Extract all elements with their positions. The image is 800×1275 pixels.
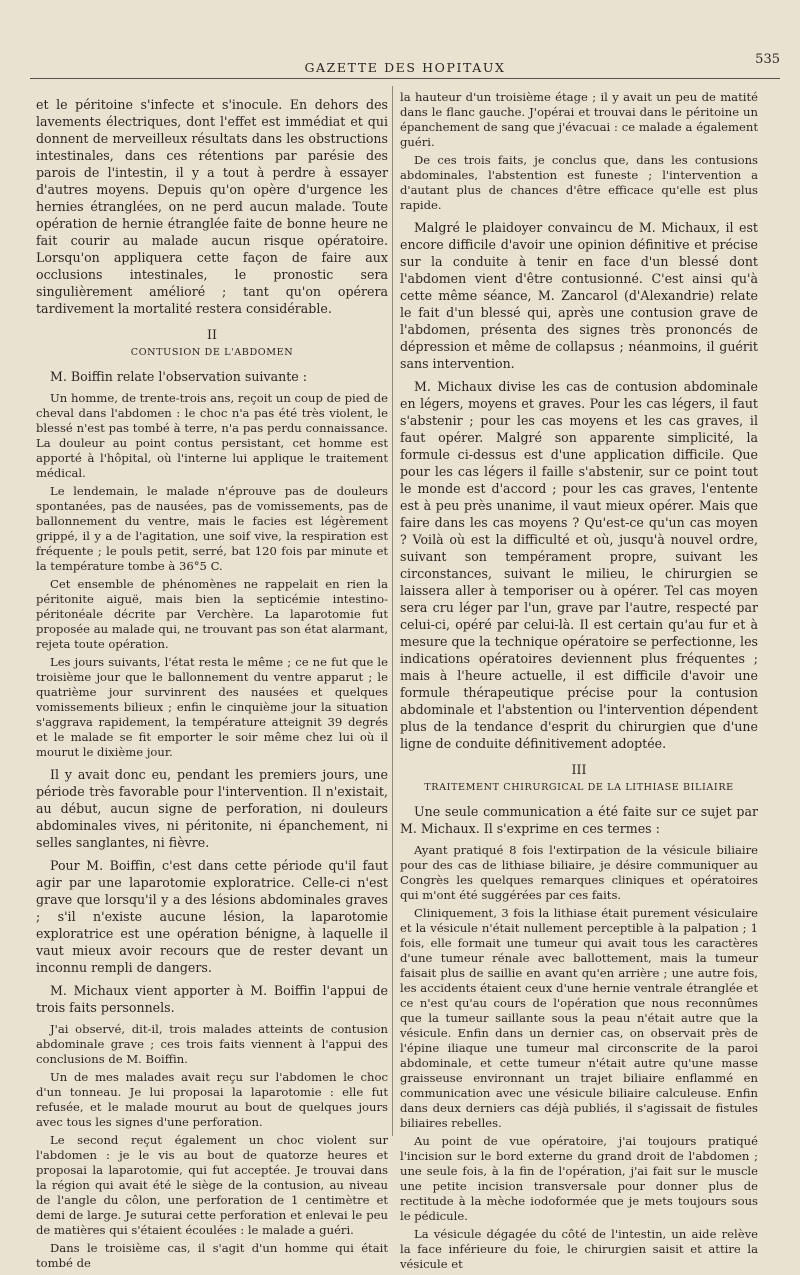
- paragraph: la hauteur d'un troisième étage ; il y avait un peu de matité dans le flanc gauche. J'opérai et trouvai dans le péritoine un épanchement de sang que j'évacuai : ce malade a également guéri.: [400, 90, 758, 149]
- column-divider: [392, 86, 393, 1136]
- paragraph: Un de mes malades avait reçu sur l'abdomen le choc d'un tonneau. Je lui proposai la laparotomie : elle fut refusée, et le malade mourut au bout de quelques jours avec tous les signes d'une perforation.: [36, 1070, 388, 1129]
- paragraph: J'ai observé, dit-il, trois malades atteints de contusion abdominale grave ; ces trois faits viennent à l'appui des conclusions de M. Boiffin.: [36, 1022, 388, 1066]
- paragraph: M. Michaux divise les cas de contusion abdominale en légers, moyens et graves. Pour les cas légers, il faut s'abstenir ; pour les cas moyens et les cas graves, il faut opérer. Malgré son apparente simplicité, la formule ci-dessus est d'une application difficile. Que pour les cas légers il faille s'abstenir, sur ce point tout le monde est d'accord ; pour les cas graves, l'entente est à peu près unanime, il vaut mieux opérer. Mais que faire dans les cas moyens ? Qu'est-ce qu'un cas moyen ? Voilà où est la difficulté et où, jusqu'à nouvel ordre, suivant son tempérament propre, suivant les circonstances, suivant le milieu, le chirurgien se laissera aller à temporiser ou à opérer. Tel cas moyen sera cru léger par l'un, grave par l'autre, respecté par celui-ci, opéré par celui-là. Il est certain qu'au fur et à mesure que la technique opératoire se perfectionne, les indications opératoires deviennent plus fréquentes ; mais à l'heure actuelle, il est difficile d'avoir une formule thérapeutique précise pour la contusion abdominale et l'abstention ou l'intervention dépendent plus de la tendance d'esprit du chirurgien que d'une ligne de conduite définitivement adoptée.: [400, 379, 758, 751]
- section-number: II: [207, 327, 217, 342]
- paragraph: La vésicule dégagée du côté de l'intestin, un aide relève la face inférieure du foie, le chirurgien saisit et attire la vésicule et: [400, 1227, 758, 1271]
- paragraph: Malgré le plaidoyer convaincu de M. Michaux, il est encore difficile d'avoir une opinion définitive et précise sur la conduite à tenir en face d'un blessé dont l'abdomen vient d'être contusionné. C'est ainsi qu'à cette même séance, M. Zancarol (d'Alexandrie) relate le fait d'un blessé qui, après une contusion grave de l'abdomen, présenta des signes très prononcés de dépression et même de collapsus ; néanmoins, il guérit sans intervention.: [400, 220, 758, 371]
- paragraph: Cet ensemble de phénomènes ne rappelait en rien la péritonite aiguë, mais bien la septicémie intestino-péritonéale décrite par Verchère. La laparotomie fut proposée au malade qui, ne trouvant pas son état alarmant, rejeta toute opération.: [36, 577, 388, 651]
- paragraph: Ayant pratiqué 8 fois l'extirpation de la vésicule biliaire pour des cas de lithiase biliaire, je désire communiquer au Congrès les quelques remarques cliniques et opératoires qui m'ont été suggérées par ces faits.: [400, 843, 758, 902]
- section-title: CONTUSION DE L'ABDOMEN: [130, 347, 294, 358]
- paragraph: Cliniquement, 3 fois la lithiase était purement vésiculaire et la vésicule n'était nullement perceptible à la palpation ; 1 fois, elle formait une tumeur qui avait tous les caractères d'une tumeur rénale avec ballottement, mais la tumeur faisait plus de saillie en avant qu'en arrière ; une autre fois, les accidents étaient ceux d'une hernie ventrale étranglée et ce n'est qu'au cours de l'opération que nous reconnûmes que la tumeur saillante sous la peau n'était autre que la vésicule. Enfin dans un dernier cas, on observait près de l'épine iliaque une tumeur mal circonscrite de la paroi abdominale, et cette tumeur n'était autre qu'une masse graisseuse environnant un trajet biliaire enflammé en communication avec une vésicule biliaire calculeuse. Enfin dans deux derniers cas déjà publiés, il s'agissait de fistules biliaires rebelles.: [400, 906, 758, 1130]
- paragraph: Il y avait donc eu, pendant les premiers jours, une période très favorable pour l'intervention. Il n'existait, au début, aucun signe de perforation, ni douleurs abdominales vives, ni péritonite, ni épanchement, ni selles sanglantes, ni fièvre.: [36, 767, 388, 850]
- left-column: [36, 90, 388, 1274]
- paragraph: Pour M. Boiffin, c'est dans cette période qu'il faut agir par une laparotomie exploratrice. Celle-ci n'est grave que lorsqu'il y a des lésions abdominales graves ; s'il n'existe aucune lésion, la laparotomie exploratrice est une opération bénigne, à laquelle il vaut mieux avoir recours que de rester devant un inconnu rempli de dangers.: [36, 858, 388, 975]
- right-column: [400, 90, 758, 1275]
- paragraph: M. Boiffin relate l'observation suivante :: [50, 369, 307, 384]
- paragraph: Une seule communication a été faite sur ce sujet par M. Michaux. Il s'exprime en ces termes :: [400, 804, 758, 836]
- paragraph: Le second reçut également un choc violent sur l'abdomen : je le vis au bout de quatorze heures et proposai la laparotomie, qui fut acceptée. Je trouvai dans la région qui avait été le siège de la contusion, au niveau de l'angle du côlon, une perforation de 1 centimètre et demi de large. Je suturai cette perforation et enlevai le peu de matières qui s'étaient écoulées : le malade a guéri.: [36, 1133, 388, 1237]
- paragraph: Au point de vue opératoire, j'ai toujours pratiqué l'incision sur le bord externe du grand droit de l'abdomen ; une seule fois, à la fin de l'opération, j'ai fait sur le muscle une petite incision transversale pour donner plus de rectitude à la mèche iodoformée que je mets toujours sous le pédicule.: [400, 1134, 758, 1223]
- section-title: TRAITEMENT CHIRURGICAL DE LA LITHIASE BILIAIRE: [424, 782, 734, 793]
- section-number: III: [571, 762, 587, 777]
- paragraph: Dans le troisième cas, il s'agit d'un homme qui était tombé de: [36, 1241, 388, 1270]
- paragraph: Un homme, de trente-trois ans, reçoit un coup de pied de cheval dans l'abdomen : le choc n'a pas été très violent, le blessé n'est pas tombé à terre, n'a pas perdu connaissance. La douleur au point contus persistant, cet homme est apporté à l'hôpital, où l'interne lui applique le traitement médical.: [36, 391, 388, 480]
- paragraph: Les jours suivants, l'état resta le même ; ce ne fut que le troisième jour que le ballonnement du ventre apparut ; le quatrième jour survinrent des nausées et quelques vomissements bilieux ; enfin le cinquième jour la situation s'aggrava rapidement, la température atteignit 39 degrés et le malade se fit emporter le soir même chez lui où il mourut le dixième jour.: [36, 655, 388, 759]
- paragraph: De ces trois faits, je conclus que, dans les contusions abdominales, l'abstention est funeste ; l'intervention a d'autant plus de chances d'être efficace qu'elle est plus rapide.: [400, 153, 758, 212]
- paragraph: M. Michaux vient apporter à M. Boiffin l'appui de trois faits personnels.: [36, 983, 388, 1015]
- page-number: 535: [755, 52, 780, 67]
- paragraph: et le péritoine s'infecte et s'inocule. En dehors des lavements électriques, dont l'effet est immédiat et qui donnent de merveilleux résultats dans les obstructions intestinales, dans ces rétentions par parésie des parois de l'intestin, il y a tout à perdre à essayer d'autres moyens. Depuis qu'on opère d'urgence les hernies étranglées, on ne perd aucun malade. Toute opération de hernie étranglée faite de bonne heure ne fait courir au malade aucun risque opératoire. Lorsqu'on appliquera cette façon de faire aux occlusions intestinales, le pronostic sera singulièrement amélioré ; tant qu'on opérera tardivement la mortalité restera considérable.: [36, 97, 388, 316]
- running-title: GAZETTE DES HOPITAUX: [304, 60, 506, 75]
- paragraph: Le lendemain, le malade n'éprouve pas de douleurs spontanées, pas de nausées, pas de vomissements, pas de ballonnement du ventre, mais le facies est légèrement grippé, il y a de l'agitation, une soif vive, la respiration est fréquente ; le pouls petit, serré, bat 120 fois par minute et la température tombe à 36°5 C.: [36, 484, 388, 573]
- page-header: [30, 52, 780, 79]
